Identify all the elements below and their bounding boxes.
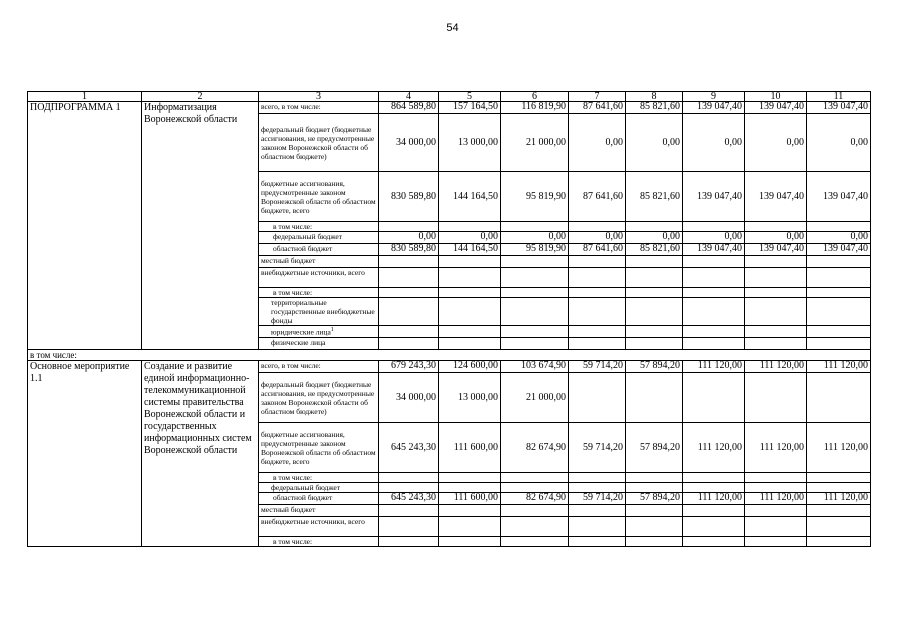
amount-cell [626, 288, 683, 298]
amount-cell [626, 483, 683, 493]
amount-cell [745, 222, 807, 232]
amount-cell [379, 505, 439, 517]
amount-cell: 85 821,60 [626, 244, 683, 256]
amount-cell [379, 473, 439, 483]
amount-cell: 34 000,00 [379, 114, 439, 172]
column-number: 9 [683, 92, 745, 102]
amount-cell [501, 268, 569, 288]
amount-cell [745, 256, 807, 268]
amount-cell: 82 674,90 [501, 493, 569, 505]
column-number: 11 [807, 92, 871, 102]
amount-cell: 645 243,30 [379, 423, 439, 473]
amount-cell [439, 256, 501, 268]
funding-source-text: федеральный бюджет [271, 483, 341, 492]
column-number: 3 [259, 92, 379, 102]
amount-cell [807, 268, 871, 288]
amount-cell: 679 243,30 [379, 361, 439, 373]
funding-source-label [259, 298, 379, 326]
funding-source-label [259, 288, 379, 298]
funding-source-label [259, 268, 379, 288]
amount-cell: 0,00 [439, 232, 501, 244]
amount-cell [745, 473, 807, 483]
amount-cell: 139 047,40 [745, 244, 807, 256]
funding-source-text: областной бюджет [273, 244, 333, 253]
amount-cell: 139 047,40 [683, 172, 745, 222]
amount-cell [439, 222, 501, 232]
column-number: 2 [142, 92, 259, 102]
amount-cell: 144 164,50 [439, 172, 501, 222]
amount-cell: 111 600,00 [439, 423, 501, 473]
amount-cell [439, 473, 501, 483]
table-row [28, 102, 871, 114]
funding-source-text: бюджетные ассигнования, предусмотренные законом Воронежской области об областном бюджете, всего [261, 429, 376, 466]
amount-cell [569, 505, 626, 517]
amount-cell [683, 517, 745, 537]
amount-cell [683, 268, 745, 288]
amount-cell [569, 483, 626, 493]
amount-cell: 111 120,00 [683, 361, 745, 373]
amount-cell [683, 256, 745, 268]
amount-cell [569, 268, 626, 288]
amount-cell [626, 326, 683, 338]
amount-cell: 85 821,60 [626, 172, 683, 222]
amount-cell: 13 000,00 [439, 373, 501, 423]
main-event-title: Основное мероприятие 1.1 [28, 361, 142, 547]
amount-cell: 57 894,20 [626, 423, 683, 473]
amount-cell: 0,00 [569, 232, 626, 244]
funding-source-label [259, 505, 379, 517]
amount-cell: 144 164,50 [439, 244, 501, 256]
funding-source-text: внебюджетные источники, всего [261, 517, 365, 526]
funding-source-label [259, 537, 379, 547]
amount-cell: 139 047,40 [807, 102, 871, 114]
funding-source-text: внебюджетные источники, всего [261, 268, 365, 277]
amount-cell [626, 473, 683, 483]
funding-source-text: местный бюджет [261, 256, 316, 265]
amount-cell [501, 338, 569, 350]
amount-cell: 124 600,00 [439, 361, 501, 373]
funding-source-label [259, 102, 379, 114]
amount-cell [379, 256, 439, 268]
page-number: 54 [446, 22, 459, 34]
funding-source-text: всего, в том числе: [261, 102, 321, 111]
amount-cell: 87 641,60 [569, 102, 626, 114]
amount-cell [626, 505, 683, 517]
footnote-mark: 1 [330, 327, 334, 333]
amount-cell [683, 326, 745, 338]
table-row [28, 350, 871, 361]
amount-cell: 21 000,00 [501, 373, 569, 423]
amount-cell: 111 120,00 [807, 423, 871, 473]
amount-cell [626, 298, 683, 326]
amount-cell: 82 674,90 [501, 423, 569, 473]
amount-cell [569, 256, 626, 268]
amount-cell [501, 537, 569, 547]
amount-cell: 0,00 [626, 114, 683, 172]
amount-cell: 139 047,40 [683, 244, 745, 256]
funding-source-label [259, 244, 379, 256]
amount-cell [379, 517, 439, 537]
column-number: 1 [28, 92, 142, 102]
amount-cell [745, 288, 807, 298]
amount-cell: 157 164,50 [439, 102, 501, 114]
amount-cell [379, 338, 439, 350]
amount-cell [745, 338, 807, 350]
amount-cell: 645 243,30 [379, 493, 439, 505]
amount-cell: 139 047,40 [807, 172, 871, 222]
amount-cell [807, 473, 871, 483]
column-number: 6 [501, 92, 569, 102]
amount-cell [501, 256, 569, 268]
amount-cell [807, 298, 871, 326]
amount-cell [569, 473, 626, 483]
amount-cell: 139 047,40 [745, 172, 807, 222]
subprogram-name: Информатизация Воронежской области [142, 102, 259, 350]
amount-cell [501, 298, 569, 326]
amount-cell [683, 222, 745, 232]
amount-cell [379, 268, 439, 288]
amount-cell [745, 483, 807, 493]
amount-cell [569, 326, 626, 338]
amount-cell: 111 120,00 [745, 423, 807, 473]
amount-cell: 59 714,20 [569, 423, 626, 473]
amount-cell [745, 517, 807, 537]
funding-source-text: территориальные государственные внебюджетные фонды [271, 298, 375, 325]
amount-cell [745, 268, 807, 288]
column-number: 4 [379, 92, 439, 102]
amount-cell [683, 505, 745, 517]
funding-source-label [259, 361, 379, 373]
funding-source-label [259, 483, 379, 493]
funding-source-label [259, 493, 379, 505]
main-event-name: Создание и развитие единой информационно-телекоммуникационной системы правительства Воронежской области и государственных информационных систем Воронежской области [142, 361, 259, 547]
amount-cell: 830 589,80 [379, 244, 439, 256]
amount-cell [379, 222, 439, 232]
funding-source-text: в том числе: [273, 288, 313, 297]
funding-source-label [259, 473, 379, 483]
amount-cell [439, 537, 501, 547]
amount-cell: 59 714,20 [569, 361, 626, 373]
amount-cell [745, 505, 807, 517]
amount-cell [807, 326, 871, 338]
amount-cell: 0,00 [626, 232, 683, 244]
funding-source-label [259, 114, 379, 172]
amount-cell: 111 120,00 [745, 493, 807, 505]
amount-cell [745, 373, 807, 423]
amount-cell [569, 288, 626, 298]
amount-cell: 0,00 [683, 114, 745, 172]
funding-source-text: в том числе: [273, 473, 313, 482]
amount-cell: 0,00 [745, 232, 807, 244]
funding-source-text: в том числе: [273, 222, 313, 231]
table-row [28, 361, 871, 373]
amount-cell [501, 288, 569, 298]
amount-cell [807, 517, 871, 537]
amount-cell [439, 505, 501, 517]
funding-source-text: федеральный бюджет [273, 232, 343, 241]
amount-cell [683, 298, 745, 326]
amount-cell: 85 821,60 [626, 102, 683, 114]
column-number: 8 [626, 92, 683, 102]
amount-cell: 111 120,00 [807, 361, 871, 373]
funding-source-text: федеральный бюджет (бюджетные ассигнования, не предусмотренные законом Воронежской области об областном бюджете) [261, 379, 375, 416]
amount-cell [745, 326, 807, 338]
column-number: 5 [439, 92, 501, 102]
funding-source-text: бюджетные ассигнования, предусмотренные законом Воронежской области об областном бюджете, всего [261, 178, 376, 215]
funding-source-label [259, 373, 379, 423]
amount-cell: 111 600,00 [439, 493, 501, 505]
funding-source-label [259, 517, 379, 537]
amount-cell [807, 222, 871, 232]
amount-cell: 0,00 [807, 114, 871, 172]
amount-cell [439, 268, 501, 288]
funding-source-label [259, 326, 379, 338]
amount-cell [807, 338, 871, 350]
section-subheading: в том числе: [28, 350, 871, 361]
amount-cell [745, 537, 807, 547]
amount-cell [626, 256, 683, 268]
amount-cell: 34 000,00 [379, 373, 439, 423]
funding-source-label [259, 338, 379, 350]
amount-cell [439, 517, 501, 537]
amount-cell: 95 819,90 [501, 244, 569, 256]
amount-cell: 830 589,80 [379, 172, 439, 222]
amount-cell [501, 222, 569, 232]
amount-cell: 87 641,60 [569, 244, 626, 256]
budget-table [27, 91, 871, 547]
amount-cell: 111 120,00 [683, 423, 745, 473]
amount-cell [569, 222, 626, 232]
amount-cell [807, 288, 871, 298]
amount-cell: 21 000,00 [501, 114, 569, 172]
amount-cell [745, 298, 807, 326]
amount-cell: 103 674,90 [501, 361, 569, 373]
funding-source-label [259, 172, 379, 222]
amount-cell [626, 517, 683, 537]
amount-cell [807, 373, 871, 423]
amount-cell [439, 288, 501, 298]
amount-cell [807, 537, 871, 547]
amount-cell [683, 537, 745, 547]
funding-source-text: физические лица [271, 338, 326, 347]
funding-source-label [259, 232, 379, 244]
amount-cell [683, 483, 745, 493]
amount-cell [379, 326, 439, 338]
amount-cell: 57 894,20 [626, 361, 683, 373]
amount-cell: 139 047,40 [683, 102, 745, 114]
column-number: 7 [569, 92, 626, 102]
amount-cell: 0,00 [379, 232, 439, 244]
amount-cell: 57 894,20 [626, 493, 683, 505]
amount-cell [569, 517, 626, 537]
funding-source-text: федеральный бюджет (бюджетные ассигнования, не предусмотренные законом Воронежской области об областном бюджете) [261, 124, 375, 161]
amount-cell: 0,00 [745, 114, 807, 172]
amount-cell: 139 047,40 [807, 244, 871, 256]
amount-cell: 111 120,00 [683, 493, 745, 505]
amount-cell [439, 483, 501, 493]
amount-cell [807, 505, 871, 517]
amount-cell [626, 268, 683, 288]
amount-cell [439, 338, 501, 350]
amount-cell [379, 537, 439, 547]
amount-cell [439, 298, 501, 326]
funding-source-label [259, 423, 379, 473]
amount-cell [626, 338, 683, 350]
amount-cell: 111 120,00 [807, 493, 871, 505]
amount-cell [569, 298, 626, 326]
amount-cell: 0,00 [501, 232, 569, 244]
amount-cell: 864 589,80 [379, 102, 439, 114]
amount-cell: 87 641,60 [569, 172, 626, 222]
amount-cell [807, 256, 871, 268]
amount-cell [683, 338, 745, 350]
amount-cell [501, 483, 569, 493]
amount-cell: 59 714,20 [569, 493, 626, 505]
amount-cell: 0,00 [807, 232, 871, 244]
amount-cell [626, 537, 683, 547]
amount-cell [439, 326, 501, 338]
amount-cell [379, 298, 439, 326]
amount-cell: 0,00 [683, 232, 745, 244]
amount-cell [807, 483, 871, 493]
amount-cell [501, 473, 569, 483]
column-number: 10 [745, 92, 807, 102]
funding-source-text: в том числе: [273, 537, 313, 546]
amount-cell [569, 338, 626, 350]
amount-cell: 116 819,90 [501, 102, 569, 114]
amount-cell [379, 288, 439, 298]
amount-cell [501, 326, 569, 338]
amount-cell: 13 000,00 [439, 114, 501, 172]
amount-cell [626, 373, 683, 423]
amount-cell [569, 373, 626, 423]
amount-cell [569, 537, 626, 547]
amount-cell [626, 222, 683, 232]
amount-cell [683, 373, 745, 423]
funding-source-text: всего, в том числе: [261, 361, 321, 370]
funding-source-text: областной бюджет [273, 493, 333, 502]
amount-cell [683, 473, 745, 483]
funding-source-text: местный бюджет [261, 505, 316, 514]
amount-cell: 111 120,00 [745, 361, 807, 373]
column-number-row [28, 92, 871, 102]
funding-source-label [259, 222, 379, 232]
amount-cell: 0,00 [569, 114, 626, 172]
amount-cell [501, 505, 569, 517]
amount-cell [501, 517, 569, 537]
subprogram-title: ПОДПРОГРАММА 1 [28, 102, 142, 350]
amount-cell: 95 819,90 [501, 172, 569, 222]
amount-cell [683, 288, 745, 298]
amount-cell [379, 483, 439, 493]
funding-source-label [259, 256, 379, 268]
funding-source-text: юридические лица [271, 327, 331, 337]
amount-cell: 139 047,40 [745, 102, 807, 114]
